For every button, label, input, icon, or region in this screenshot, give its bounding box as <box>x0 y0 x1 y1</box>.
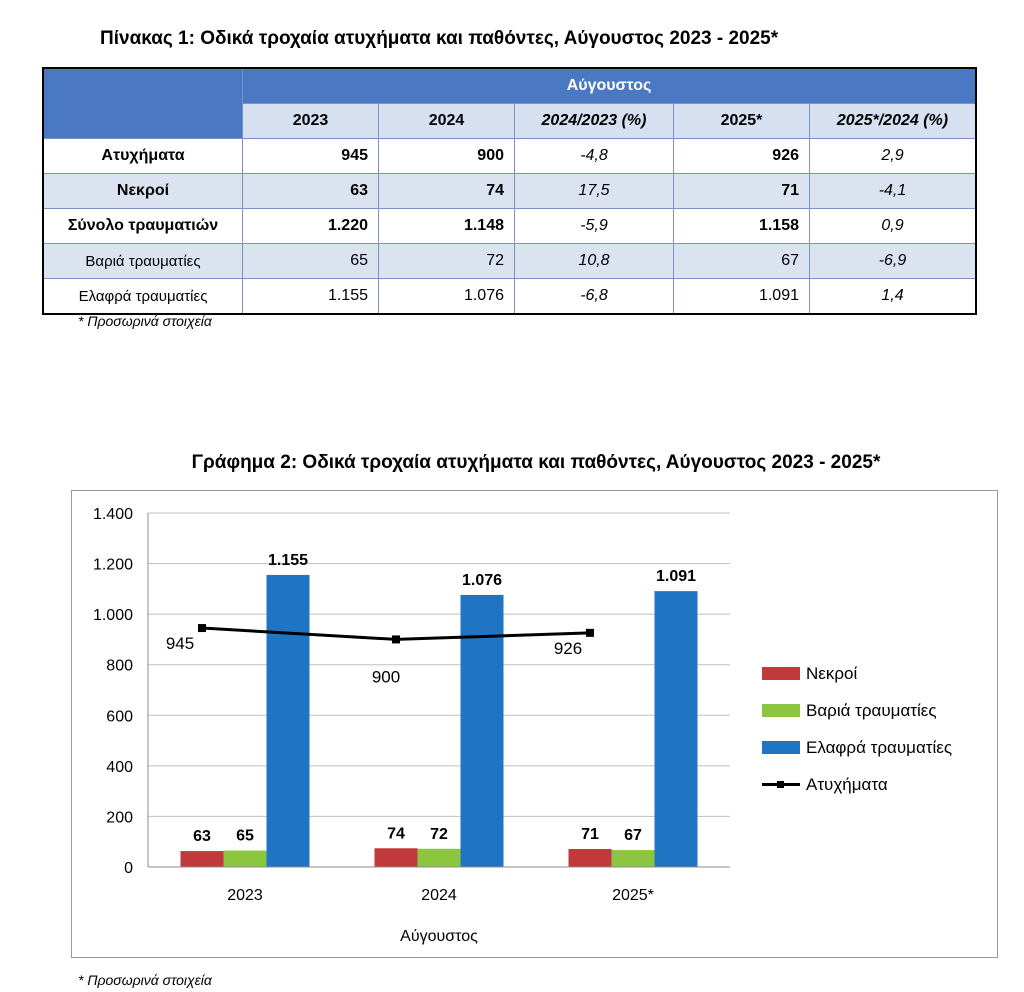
table-cell: 65 <box>243 244 379 279</box>
bar-data-label: 72 <box>430 825 448 843</box>
legend-item-baria <box>762 692 952 729</box>
table-title: Πίνακας 1: Οδικά τροχαία ατυχήματα και παθόντες, Αύγουστος 2023 - 2025* <box>100 28 779 49</box>
row-label: Βαριά τραυματίες <box>43 244 243 279</box>
y-tick-label: 600 <box>106 708 133 726</box>
bar-Ελαφρά τραυματίες <box>655 591 698 867</box>
table-cell: 1.220 <box>243 209 379 244</box>
bar-Βαριά τραυματίες <box>612 850 655 867</box>
table-cell: 1.158 <box>674 209 810 244</box>
table-cell: -6,9 <box>810 244 977 279</box>
table-cell: 1.091 <box>674 279 810 315</box>
table-cell: 1.155 <box>243 279 379 315</box>
table-cell: 1.076 <box>379 279 515 315</box>
bar-Νεκροί <box>375 848 418 867</box>
column-header: 2023 <box>243 104 379 139</box>
table-cell: -5,9 <box>515 209 674 244</box>
column-header: 2024/2023 (%) <box>515 104 674 139</box>
table-cell: 900 <box>379 139 515 174</box>
y-tick-label: 1.200 <box>92 556 133 574</box>
table-cell: -6,8 <box>515 279 674 315</box>
legend-swatch-green <box>762 704 800 717</box>
legend-line-marker-icon <box>762 778 800 791</box>
bar-Νεκροί <box>569 849 612 867</box>
y-tick-label: 0 <box>124 860 133 877</box>
column-header: 2025*/2024 (%) <box>810 104 977 139</box>
chart-title: Γράφημα 2: Οδικά τροχαία ατυχήματα και παθόντες, Αύγουστος 2023 - 2025* <box>191 452 881 473</box>
table-cell: 63 <box>243 174 379 209</box>
table-cell: 945 <box>243 139 379 174</box>
bar-data-label: 67 <box>624 827 642 845</box>
table-cell: 67 <box>674 244 810 279</box>
table-cell: -4,1 <box>810 174 977 209</box>
bar-data-label: 1.076 <box>461 571 503 589</box>
table-cell: 2,9 <box>810 139 977 174</box>
table-group-header: Αύγουστος <box>243 68 977 104</box>
row-label: Σύνολο τραυματιών <box>43 209 243 244</box>
line-marker <box>586 629 594 637</box>
line-marker <box>198 624 206 632</box>
legend-label: Ατυχήματα <box>806 774 888 794</box>
table-cell: 1.148 <box>379 209 515 244</box>
table-cell: 926 <box>674 139 810 174</box>
bar-Ελαφρά τραυματίες <box>267 575 310 867</box>
line-marker <box>392 635 400 643</box>
legend-item-atyximata <box>762 766 952 803</box>
column-header: 2025* <box>674 104 810 139</box>
legend-item-nekroi <box>762 655 952 692</box>
table-cell: 71 <box>674 174 810 209</box>
x-tick-label: 2025* <box>612 887 654 904</box>
bar-Βαριά τραυματίες <box>418 849 461 867</box>
table-cell: 17,5 <box>515 174 674 209</box>
legend-swatch-red <box>762 667 800 680</box>
y-tick-label: 200 <box>106 809 133 827</box>
legend-swatch-blue <box>762 741 800 754</box>
row-label: Ελαφρά τραυματίες <box>43 279 243 315</box>
table-cell: -4,8 <box>515 139 674 174</box>
bar-data-label: 65 <box>236 827 254 845</box>
x-tick-label: 2024 <box>421 887 457 904</box>
table-footnote: * Προσωρινά στοιχεία <box>78 313 212 329</box>
table-cell: 72 <box>379 244 515 279</box>
table-cell: 0,9 <box>810 209 977 244</box>
chart-legend <box>762 655 952 803</box>
y-tick-label: 1.400 <box>92 506 133 523</box>
y-tick-label: 800 <box>106 657 133 675</box>
bar-data-label: 71 <box>581 826 599 844</box>
bar-Βαριά τραυματίες <box>224 851 267 867</box>
legend-item-elafra <box>762 729 952 766</box>
y-tick-label: 1.000 <box>92 607 133 625</box>
bar-data-label: 1.155 <box>267 551 309 569</box>
table-cell: 10,8 <box>515 244 674 279</box>
line-data-label: 900 <box>371 667 401 687</box>
line-data-label: 926 <box>553 638 583 658</box>
row-label: Ατυχήματα <box>43 139 243 174</box>
chart-footnote: * Προσωρινά στοιχεία <box>78 972 212 988</box>
x-tick-label: 2023 <box>227 887 263 904</box>
legend-label: Βαριά τραυματίες <box>806 700 937 720</box>
legend-label: Ελαφρά τραυματίες <box>806 737 953 757</box>
row-label: Νεκροί <box>43 174 243 209</box>
line-data-label: 945 <box>165 634 195 654</box>
table-cell: 74 <box>379 174 515 209</box>
bar-Νεκροί <box>181 851 224 867</box>
y-tick-label: 400 <box>106 758 133 776</box>
bar-data-label: 74 <box>387 825 405 843</box>
legend-label: Νεκροί <box>806 663 858 683</box>
bar-data-label: 63 <box>193 828 211 846</box>
bar-data-label: 1.091 <box>655 568 697 586</box>
table-cell: 1,4 <box>810 279 977 315</box>
x-axis-title: Αύγουστος <box>400 928 478 945</box>
column-header: 2024 <box>379 104 515 139</box>
